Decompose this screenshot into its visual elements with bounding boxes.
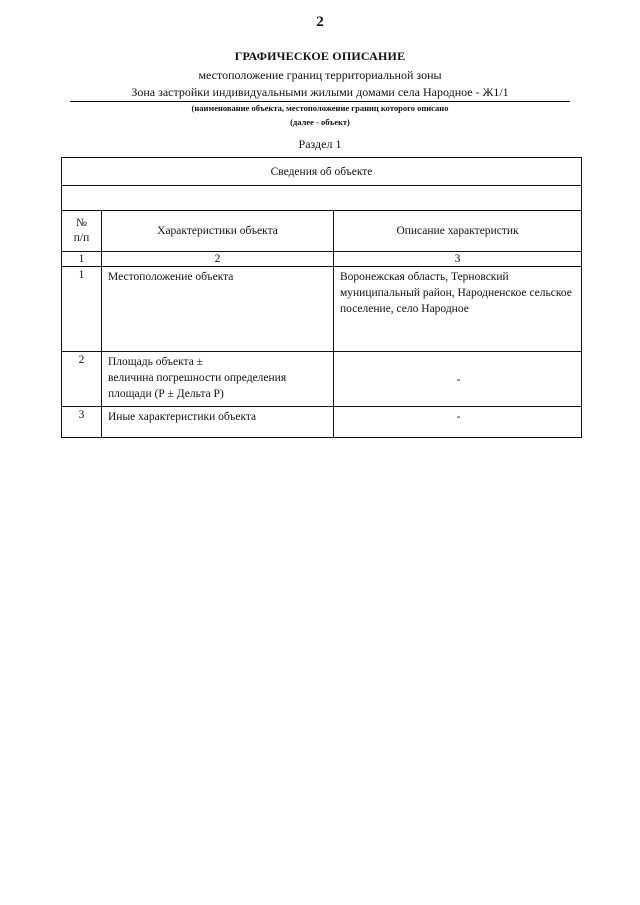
table-row: [62, 352, 582, 407]
row-number: 2: [62, 352, 102, 407]
column-header-number: № п/п: [62, 211, 102, 252]
column-number-2: 2: [102, 252, 334, 267]
object-info-table: [61, 157, 582, 438]
row-description: Воронежская область, Терновский муниципальный район, Народненское сельское поселение, село Народное: [334, 267, 582, 352]
row-characteristic: Местоположение объекта: [102, 267, 334, 352]
column-header-characteristic: Характеристики объекта: [102, 211, 334, 252]
row-description: -: [334, 352, 582, 407]
table-blank-cell: [62, 186, 582, 211]
row-characteristic: Площадь объекта ± величина погрешности определения площади (Р ± Дельта Р): [102, 352, 334, 407]
table-header: Сведения об объекте: [62, 158, 582, 186]
object-caption-line1: (наименование объекта, местоположение границ которого описано: [191, 103, 449, 113]
page-number: 2: [316, 14, 324, 30]
column-header-row: [62, 211, 582, 252]
table-row: [62, 267, 582, 352]
zone-name: Зона застройки индивидуальными жилыми домами села Народное - Ж1/1: [70, 85, 570, 102]
row-number: 3: [62, 407, 102, 438]
row-number: 1: [62, 267, 102, 352]
object-caption-line2: (далее - объект): [290, 117, 350, 127]
row-characteristic: Иные характеристики объекта: [102, 407, 334, 438]
column-number-row: [62, 252, 582, 267]
table-blank-row: [62, 186, 582, 211]
document-subtitle: местоположение границ территориальной зоны: [198, 68, 442, 82]
section-label: Раздел 1: [298, 137, 342, 151]
column-number-1: 1: [62, 252, 102, 267]
document-title: ГРАФИЧЕСКОЕ ОПИСАНИЕ: [234, 49, 406, 63]
table-header-row: [62, 158, 582, 186]
column-header-description: Описание характеристик: [334, 211, 582, 252]
row-description: -: [334, 407, 582, 438]
table-row: [62, 407, 582, 438]
column-number-3: 3: [334, 252, 582, 267]
